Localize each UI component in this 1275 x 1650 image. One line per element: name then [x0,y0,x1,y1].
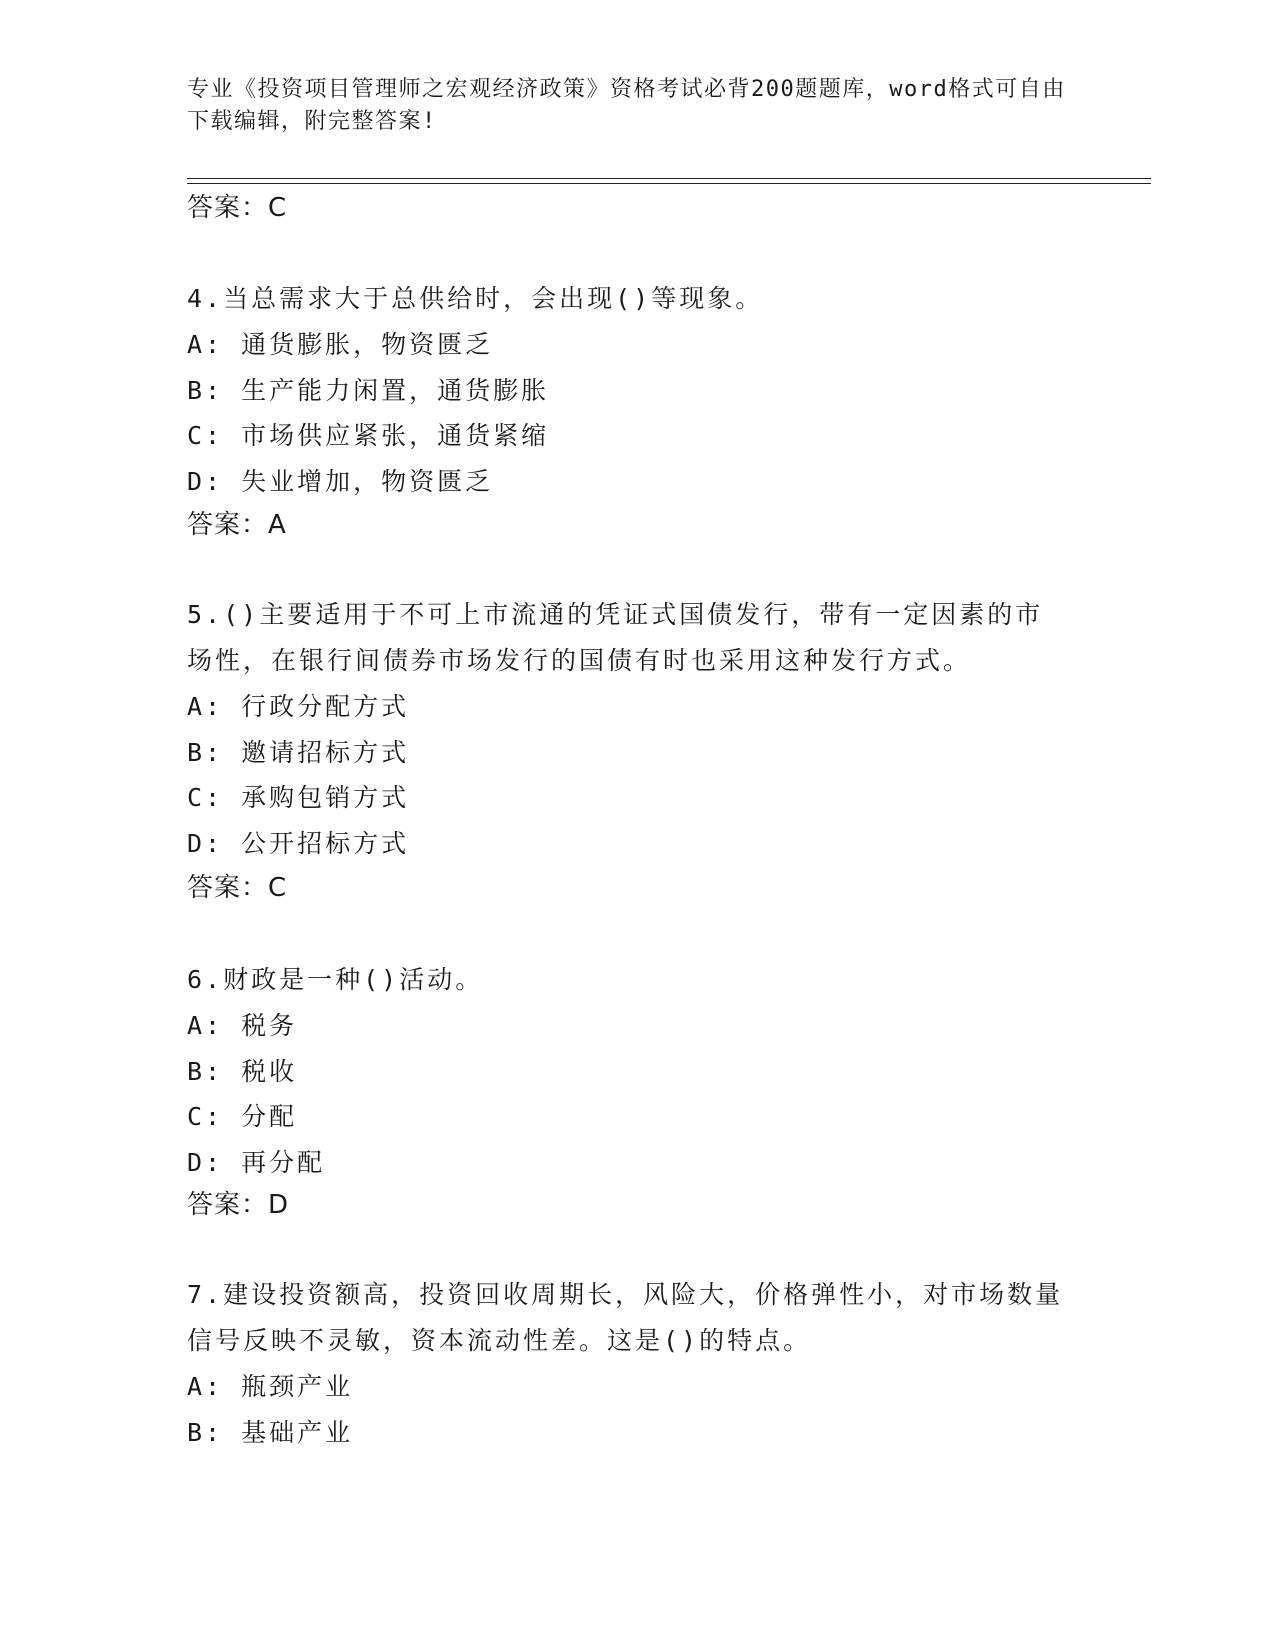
question-stem: 4.当总需求大于总供给时，会出现()等现象。 [187,284,764,313]
option-c: C: 分配 [187,1102,298,1131]
option-a: A: 瓶颈产业 [187,1372,354,1401]
option-d: D: 再分配 [187,1147,326,1177]
option-a: A: 通货膨胀，物资匮乏 [187,330,494,359]
question-7 [187,1272,1067,1455]
document-header: 专业《投资项目管理师之宏观经济政策》资格考试必背200题题库，word格式可自由下载编辑，附完整答案! [187,77,1066,134]
option-c: C: 承购包销方式 [187,783,410,812]
answer-question-4: 答案：A [187,510,287,540]
option-b: B: 生产能力闲置，通货膨胀 [187,375,550,405]
question-5 [187,592,1067,866]
option-b: B: 邀请招标方式 [187,737,410,767]
answer-question-3: 答案：C [187,193,288,223]
question-4 [187,276,1067,504]
option-d: D: 失业增加，物资匮乏 [187,466,494,496]
header-divider-line [187,178,1151,179]
question-stem: 5.()主要适用于不可上市流通的凭证式国债发行，带有一定因素的市场性，在银行间债券市场发行的国债有时也采用这种发行方式。 [187,600,1044,675]
option-c: C: 市场供应紧张，通货紧缩 [187,421,550,450]
option-b: B: 基础产业 [187,1417,354,1447]
option-d: D: 公开招标方式 [187,828,410,858]
question-6 [187,957,1067,1185]
answer-question-6: 答案：D [187,1190,290,1220]
option-b: B: 税收 [187,1056,298,1086]
question-stem: 6.财政是一种()活动。 [187,965,484,994]
option-a: A: 行政分配方式 [187,692,410,721]
question-stem: 7.建设投资额高，投资回收周期长，风险大，价格弹性小，对市场数量信号反映不灵敏，资本流动性差。这是()的特点。 [187,1280,1064,1355]
option-a: A: 税务 [187,1011,298,1040]
answer-question-5: 答案：C [187,873,288,903]
header-divider-line-double [187,183,1151,184]
